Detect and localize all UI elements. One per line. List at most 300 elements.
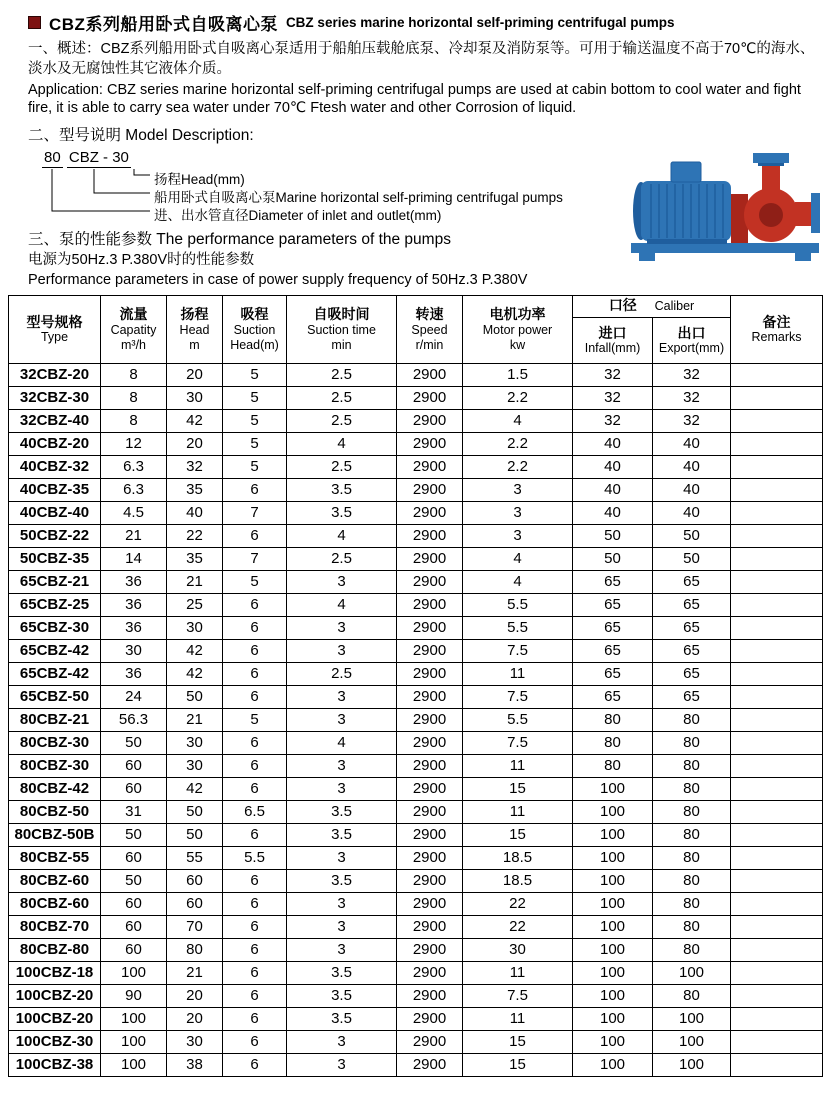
type-cell: 80CBZ-60 (9, 892, 101, 915)
value-cell: 2900 (397, 731, 463, 754)
value-cell: 38 (167, 1053, 223, 1076)
value-cell: 60 (101, 938, 167, 961)
value-cell: 80 (653, 754, 731, 777)
remarks-cell (731, 915, 823, 938)
value-cell: 42 (167, 662, 223, 685)
value-cell: 80 (653, 777, 731, 800)
overview-paragraph-en: Application: CBZ series marine horizontal self-priming centrifugal pumps are used at cabin bottom to cool water and fight fire, it is able to carry sea water under 70℃ Ftesh water and other Corrosion of liquid. (28, 82, 801, 116)
value-cell: 2900 (397, 570, 463, 593)
value-cell: 1.5 (463, 363, 573, 386)
value-cell: 3 (287, 708, 397, 731)
value-cell: 60 (101, 754, 167, 777)
value-cell: 3.5 (287, 1007, 397, 1030)
col-header-suction-time: 自吸时间 Suction time min (287, 295, 397, 363)
value-cell: 100 (573, 938, 653, 961)
value-cell: 2900 (397, 915, 463, 938)
table-row (9, 524, 823, 547)
value-cell: 11 (463, 1007, 573, 1030)
value-cell: 3 (287, 1053, 397, 1076)
value-cell: 30 (463, 938, 573, 961)
type-cell: 100CBZ-38 (9, 1053, 101, 1076)
value-cell: 5.5 (463, 616, 573, 639)
table-row (9, 570, 823, 593)
value-cell: 80 (653, 938, 731, 961)
value-cell: 100 (573, 846, 653, 869)
value-cell: 100 (573, 892, 653, 915)
value-cell: 80 (573, 708, 653, 731)
value-cell: 100 (653, 1007, 731, 1030)
table-row (9, 547, 823, 570)
table-row (9, 869, 823, 892)
value-cell: 5 (223, 363, 287, 386)
value-cell: 2.2 (463, 432, 573, 455)
table-row (9, 1053, 823, 1076)
type-cell: 100CBZ-18 (9, 961, 101, 984)
col-header-speed: 转速 Speed r/min (397, 295, 463, 363)
performance-table-body (9, 363, 823, 1076)
value-cell: 6.5 (223, 800, 287, 823)
value-cell: 15 (463, 1030, 573, 1053)
type-cell: 80CBZ-42 (9, 777, 101, 800)
table-row (9, 662, 823, 685)
value-cell: 8 (101, 363, 167, 386)
value-cell: 2900 (397, 524, 463, 547)
type-cell: 100CBZ-20 (9, 1007, 101, 1030)
model-label-diameter: 进、出水管直径Diameter of inlet and outlet(mm) (154, 207, 442, 223)
type-cell: 80CBZ-30 (9, 731, 101, 754)
table-row (9, 363, 823, 386)
remarks-cell (731, 593, 823, 616)
value-cell: 80 (653, 869, 731, 892)
remarks-cell (731, 708, 823, 731)
value-cell: 80 (573, 754, 653, 777)
value-cell: 100 (573, 1030, 653, 1053)
page-title (8, 10, 822, 35)
value-cell: 50 (653, 547, 731, 570)
model-code-suffix: CBZ - 30 (68, 148, 129, 166)
remarks-cell (731, 823, 823, 846)
value-cell: 11 (463, 754, 573, 777)
value-cell: 3 (287, 639, 397, 662)
value-cell: 2900 (397, 892, 463, 915)
value-cell: 65 (653, 639, 731, 662)
value-cell: 6 (223, 777, 287, 800)
remarks-cell (731, 386, 823, 409)
value-cell: 80 (653, 915, 731, 938)
col-header-remarks: 备注 Remarks (731, 295, 823, 363)
value-cell: 3.5 (287, 478, 397, 501)
value-cell: 2900 (397, 386, 463, 409)
type-cell: 80CBZ-60 (9, 869, 101, 892)
type-cell: 65CBZ-30 (9, 616, 101, 639)
table-row (9, 1030, 823, 1053)
table-row (9, 777, 823, 800)
value-cell: 100 (101, 1053, 167, 1076)
remarks-cell (731, 777, 823, 800)
model-code-diagram (38, 149, 658, 221)
value-cell: 32 (653, 386, 731, 409)
value-cell: 2900 (397, 409, 463, 432)
table-row (9, 1007, 823, 1030)
value-cell: 32 (167, 455, 223, 478)
value-cell: 7 (223, 547, 287, 570)
type-cell: 32CBZ-40 (9, 409, 101, 432)
type-cell: 40CBZ-35 (9, 478, 101, 501)
value-cell: 15 (463, 1053, 573, 1076)
type-cell: 40CBZ-32 (9, 455, 101, 478)
table-row (9, 386, 823, 409)
value-cell: 100 (573, 777, 653, 800)
table-row (9, 961, 823, 984)
value-cell: 32 (653, 363, 731, 386)
value-cell: 42 (167, 409, 223, 432)
value-cell: 35 (167, 478, 223, 501)
value-cell: 14 (101, 547, 167, 570)
value-cell: 65 (573, 593, 653, 616)
value-cell: 6 (223, 869, 287, 892)
value-cell: 6 (223, 1053, 287, 1076)
value-cell: 6 (223, 731, 287, 754)
value-cell: 30 (167, 754, 223, 777)
value-cell: 32 (653, 409, 731, 432)
type-cell: 32CBZ-20 (9, 363, 101, 386)
col-header-caliber: 口径 Caliber (573, 295, 731, 317)
value-cell: 60 (101, 846, 167, 869)
value-cell: 70 (167, 915, 223, 938)
value-cell: 5 (223, 386, 287, 409)
value-cell: 3.5 (287, 501, 397, 524)
value-cell: 4 (463, 547, 573, 570)
value-cell: 80 (653, 846, 731, 869)
value-cell: 2900 (397, 777, 463, 800)
value-cell: 24 (101, 685, 167, 708)
value-cell: 65 (653, 570, 731, 593)
value-cell: 2900 (397, 478, 463, 501)
value-cell: 100 (573, 984, 653, 1007)
value-cell: 6 (223, 1030, 287, 1053)
value-cell: 3 (287, 892, 397, 915)
value-cell: 2900 (397, 938, 463, 961)
value-cell: 4 (287, 524, 397, 547)
type-cell: 80CBZ-21 (9, 708, 101, 731)
model-description-heading: 二、型号说明 Model Description: (28, 126, 254, 144)
value-cell: 35 (167, 547, 223, 570)
col-header-export: 出口 Export(mm) (653, 317, 731, 363)
value-cell: 80 (653, 731, 731, 754)
value-cell: 20 (167, 363, 223, 386)
value-cell: 7 (223, 501, 287, 524)
value-cell: 5 (223, 455, 287, 478)
value-cell: 5 (223, 708, 287, 731)
value-cell: 21 (167, 708, 223, 731)
value-cell: 4.5 (101, 501, 167, 524)
value-cell: 18.5 (463, 846, 573, 869)
value-cell: 6.3 (101, 455, 167, 478)
value-cell: 18.5 (463, 869, 573, 892)
page-title-cn: CBZ系列船用卧式自吸离心泵 (49, 15, 278, 34)
value-cell: 6 (223, 1007, 287, 1030)
power-note-en: Performance parameters in case of power supply frequency of 50Hz.3 P.380V (28, 271, 528, 288)
value-cell: 7.5 (463, 731, 573, 754)
value-cell: 21 (167, 961, 223, 984)
value-cell: 6 (223, 754, 287, 777)
value-cell: 4 (463, 570, 573, 593)
col-header-motor-power: 电机功率 Motor power kw (463, 295, 573, 363)
table-row (9, 409, 823, 432)
value-cell: 3 (287, 685, 397, 708)
value-cell: 3 (287, 754, 397, 777)
remarks-cell (731, 570, 823, 593)
value-cell: 36 (101, 570, 167, 593)
type-cell: 50CBZ-35 (9, 547, 101, 570)
value-cell: 20 (167, 984, 223, 1007)
value-cell: 30 (101, 639, 167, 662)
value-cell: 2900 (397, 547, 463, 570)
value-cell: 100 (573, 800, 653, 823)
type-cell: 65CBZ-42 (9, 662, 101, 685)
type-cell: 100CBZ-20 (9, 984, 101, 1007)
table-row (9, 616, 823, 639)
value-cell: 3.5 (287, 984, 397, 1007)
value-cell: 60 (101, 915, 167, 938)
value-cell: 3 (287, 616, 397, 639)
type-cell: 40CBZ-20 (9, 432, 101, 455)
value-cell: 40 (573, 432, 653, 455)
remarks-cell (731, 731, 823, 754)
table-row (9, 984, 823, 1007)
performance-table (8, 295, 823, 1077)
value-cell: 2.2 (463, 455, 573, 478)
value-cell: 6 (223, 984, 287, 1007)
value-cell: 6 (223, 662, 287, 685)
value-cell: 4 (287, 432, 397, 455)
value-cell: 90 (101, 984, 167, 1007)
value-cell: 2900 (397, 501, 463, 524)
remarks-cell (731, 432, 823, 455)
value-cell: 50 (653, 524, 731, 547)
value-cell: 2900 (397, 869, 463, 892)
table-row (9, 731, 823, 754)
overview-paragraph-cn: 一、概述：CBZ系列船用卧式自吸离心泵适用于船舶压载舱底泵、冷却泵及消防泵等。可用于输送温度不高于70℃的海水、淡水及无腐蚀性其它液体介质。 (28, 41, 815, 77)
value-cell: 2900 (397, 1007, 463, 1030)
value-cell: 40 (167, 501, 223, 524)
remarks-cell (731, 685, 823, 708)
type-cell: 65CBZ-21 (9, 570, 101, 593)
value-cell: 11 (463, 662, 573, 685)
table-row (9, 593, 823, 616)
value-cell: 4 (287, 731, 397, 754)
value-cell: 65 (653, 616, 731, 639)
value-cell: 2.5 (287, 363, 397, 386)
value-cell: 80 (653, 823, 731, 846)
col-header-infall: 进口 Infall(mm) (573, 317, 653, 363)
value-cell: 21 (101, 524, 167, 547)
value-cell: 4 (463, 409, 573, 432)
value-cell: 3 (287, 570, 397, 593)
value-cell: 100 (573, 915, 653, 938)
type-cell: 65CBZ-50 (9, 685, 101, 708)
model-label-pump-type: 船用卧式自吸离心泵Marine horizontal self-priming centrifugal pumps (154, 189, 563, 205)
value-cell: 2900 (397, 1030, 463, 1053)
value-cell: 3 (287, 938, 397, 961)
value-cell: 8 (101, 409, 167, 432)
model-code-prefix: 80 (44, 148, 61, 166)
value-cell: 7.5 (463, 984, 573, 1007)
value-cell: 22 (463, 892, 573, 915)
value-cell: 65 (573, 570, 653, 593)
value-cell: 3.5 (287, 961, 397, 984)
value-cell: 80 (653, 984, 731, 1007)
remarks-cell (731, 938, 823, 961)
table-row (9, 478, 823, 501)
value-cell: 6 (223, 685, 287, 708)
col-header-suction-head: 吸程 Suction Head(m) (223, 295, 287, 363)
value-cell: 2.5 (287, 409, 397, 432)
type-cell: 100CBZ-30 (9, 1030, 101, 1053)
table-row (9, 800, 823, 823)
value-cell: 100 (101, 1030, 167, 1053)
value-cell: 2900 (397, 363, 463, 386)
value-cell: 3 (463, 478, 573, 501)
value-cell: 8 (101, 386, 167, 409)
value-cell: 80 (653, 892, 731, 915)
value-cell: 2900 (397, 846, 463, 869)
page-title-en: CBZ series marine horizontal self-priming centrifugal pumps (285, 15, 675, 30)
remarks-cell (731, 524, 823, 547)
value-cell: 6 (223, 823, 287, 846)
value-cell: 30 (167, 616, 223, 639)
value-cell: 5 (223, 409, 287, 432)
value-cell: 2900 (397, 432, 463, 455)
remarks-cell (731, 1007, 823, 1030)
value-cell: 5 (223, 432, 287, 455)
pump-product-image (627, 136, 825, 264)
value-cell: 6 (223, 892, 287, 915)
value-cell: 11 (463, 961, 573, 984)
table-row (9, 432, 823, 455)
type-cell: 40CBZ-40 (9, 501, 101, 524)
remarks-cell (731, 455, 823, 478)
value-cell: 3.5 (287, 800, 397, 823)
value-cell: 30 (167, 731, 223, 754)
value-cell: 3 (287, 915, 397, 938)
value-cell: 100 (653, 961, 731, 984)
value-cell: 2900 (397, 1053, 463, 1076)
col-header-type: 型号规格 Type (9, 295, 101, 363)
value-cell: 3.5 (287, 869, 397, 892)
value-cell: 60 (167, 892, 223, 915)
remarks-cell (731, 363, 823, 386)
type-cell: 80CBZ-30 (9, 754, 101, 777)
value-cell: 2900 (397, 961, 463, 984)
value-cell: 22 (463, 915, 573, 938)
value-cell: 50 (167, 823, 223, 846)
value-cell: 80 (653, 708, 731, 731)
value-cell: 2900 (397, 662, 463, 685)
value-cell: 2900 (397, 685, 463, 708)
value-cell: 5.5 (223, 846, 287, 869)
value-cell: 60 (101, 777, 167, 800)
value-cell: 30 (167, 386, 223, 409)
value-cell: 65 (573, 685, 653, 708)
value-cell: 80 (653, 800, 731, 823)
value-cell: 42 (167, 777, 223, 800)
value-cell: 55 (167, 846, 223, 869)
col-header-head: 扬程 Head m (167, 295, 223, 363)
value-cell: 3.5 (287, 823, 397, 846)
col-header-capacity: 流量 Capatity m³/h (101, 295, 167, 363)
value-cell: 32 (573, 409, 653, 432)
value-cell: 3 (287, 1030, 397, 1053)
table-row (9, 639, 823, 662)
value-cell: 100 (573, 1007, 653, 1030)
value-cell: 2.5 (287, 455, 397, 478)
model-label-head: 扬程Head(mm) (154, 171, 245, 187)
table-row (9, 501, 823, 524)
value-cell: 50 (167, 800, 223, 823)
value-cell: 100 (573, 869, 653, 892)
remarks-cell (731, 501, 823, 524)
value-cell: 2900 (397, 984, 463, 1007)
value-cell: 32 (573, 386, 653, 409)
value-cell: 100 (101, 1007, 167, 1030)
remarks-cell (731, 984, 823, 1007)
type-cell: 32CBZ-30 (9, 386, 101, 409)
remarks-cell (731, 846, 823, 869)
type-cell: 80CBZ-80 (9, 938, 101, 961)
type-cell: 65CBZ-25 (9, 593, 101, 616)
type-cell: 80CBZ-55 (9, 846, 101, 869)
remarks-cell (731, 800, 823, 823)
value-cell: 100 (653, 1030, 731, 1053)
value-cell: 36 (101, 616, 167, 639)
value-cell: 32 (573, 363, 653, 386)
remarks-cell (731, 547, 823, 570)
value-cell: 3 (287, 777, 397, 800)
value-cell: 2.5 (287, 547, 397, 570)
remarks-cell (731, 754, 823, 777)
value-cell: 40 (653, 478, 731, 501)
value-cell: 50 (101, 869, 167, 892)
value-cell: 25 (167, 593, 223, 616)
value-cell: 2900 (397, 455, 463, 478)
table-row (9, 455, 823, 478)
remarks-cell (731, 616, 823, 639)
value-cell: 31 (101, 800, 167, 823)
value-cell: 12 (101, 432, 167, 455)
remarks-cell (731, 639, 823, 662)
value-cell: 100 (573, 823, 653, 846)
value-cell: 50 (167, 685, 223, 708)
value-cell: 15 (463, 823, 573, 846)
value-cell: 65 (573, 639, 653, 662)
table-row (9, 708, 823, 731)
remarks-cell (731, 478, 823, 501)
value-cell: 5.5 (463, 593, 573, 616)
value-cell: 6 (223, 524, 287, 547)
value-cell: 2.5 (287, 386, 397, 409)
type-cell: 65CBZ-42 (9, 639, 101, 662)
value-cell: 3 (463, 501, 573, 524)
value-cell: 20 (167, 1007, 223, 1030)
value-cell: 20 (167, 432, 223, 455)
title-square-icon (28, 16, 41, 29)
value-cell: 50 (573, 547, 653, 570)
value-cell: 22 (167, 524, 223, 547)
value-cell: 40 (573, 501, 653, 524)
value-cell: 6 (223, 616, 287, 639)
value-cell: 2900 (397, 639, 463, 662)
